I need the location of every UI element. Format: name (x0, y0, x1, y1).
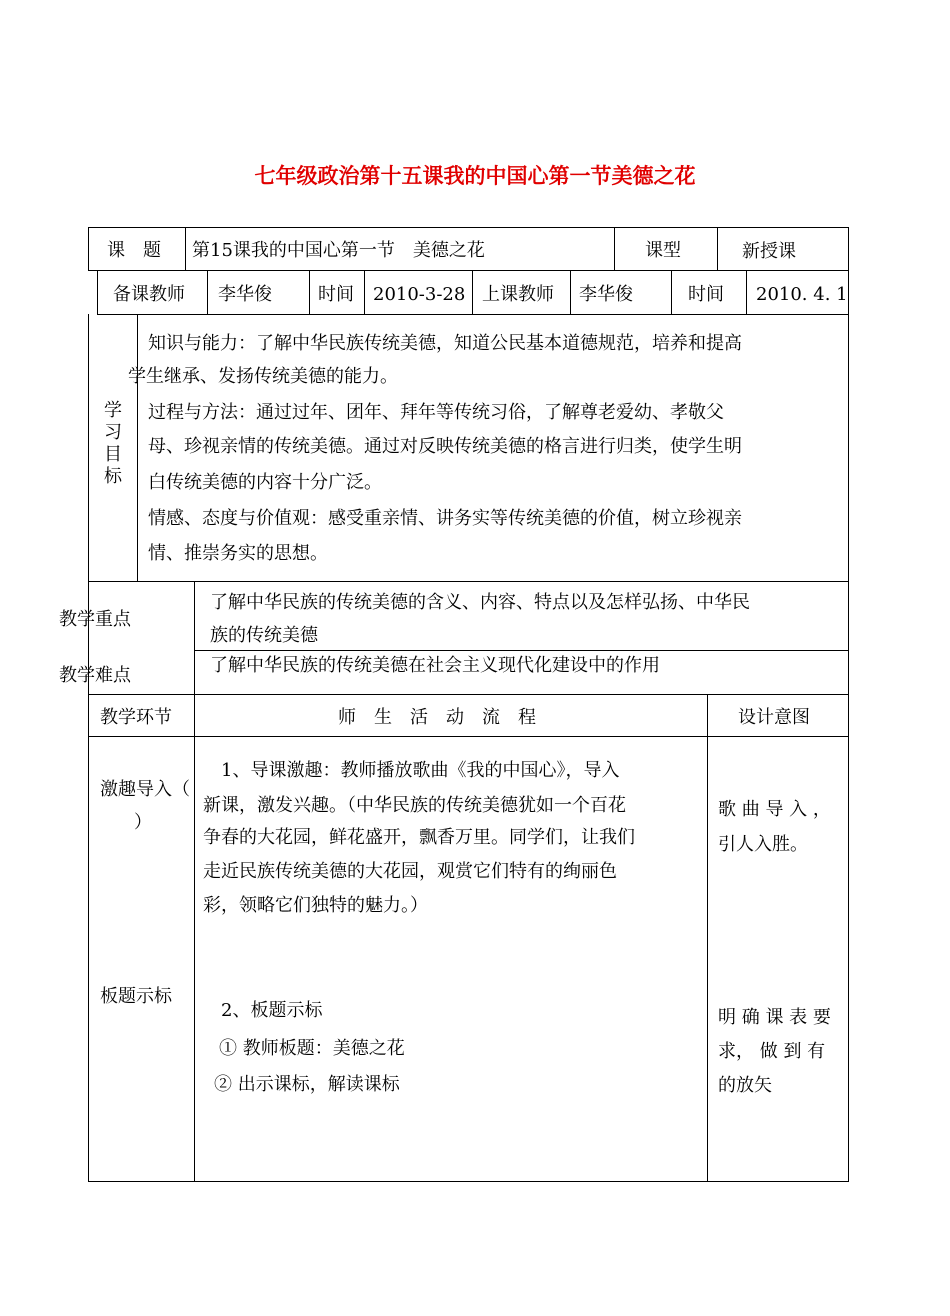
step1-text-line4: 走近民族传统美德的大花园，观赏它们特有的绚丽色 (203, 861, 617, 882)
difficult-point-label: 教学难点 (59, 665, 131, 686)
prep-time-label: 时间 (318, 284, 354, 305)
step1-label: 激趣导入（ (100, 779, 190, 800)
step1-text-line1: 1、导课激趣：教师播放歌曲《我的中国心》，导入 (203, 760, 620, 781)
topic-value: 第15课我的中国心第一节 美德之花 (192, 240, 485, 261)
objectives-label-3: 目 (104, 444, 122, 465)
key-point-line2: 族的传统美德 (210, 625, 318, 646)
objective-emotion-line1: 情感、态度与价值观：感受重亲情、讲务实等传统美德的价值，树立珍视亲 (148, 508, 742, 529)
objective-process-line3: 白传统美德的内容十分广泛。 (148, 472, 382, 493)
step2-text-line2: ① 教师板题：美德之花 (219, 1038, 405, 1059)
step1-text-line5: 彩，领略它们独特的魅力。） (203, 895, 428, 916)
class-time-label: 时间 (688, 284, 724, 305)
objective-knowledge-line2: 学生继承、发扬传统美德的能力。 (128, 366, 398, 387)
document-title: 七年级政治第十五课我的中国心第一节美德之花 (254, 164, 696, 188)
key-point-label: 教学重点 (59, 609, 131, 630)
prep-teacher-value: 李华俊 (218, 284, 272, 305)
objective-process-line1: 过程与方法：通过过年、团年、拜年等传统习俗，了解尊老爱幼、孝敬父 (148, 402, 724, 423)
prep-teacher-label: 备课教师 (113, 284, 185, 305)
prep-time-value: 2010-3-28 (373, 284, 466, 305)
difficult-point-text: 了解中华民族的传统美德在社会主义现代化建设中的作用 (210, 655, 660, 676)
lesson-type-label: 课型 (645, 240, 681, 261)
lesson-type-value: 新授课 (742, 241, 796, 262)
step1-text-line2: 新课，激发兴趣。（中华民族的传统美德犹如一个百花 (203, 795, 626, 816)
step2-label: 板题示标 (100, 986, 172, 1007)
step2-intent-line3: 的放矢 (718, 1075, 772, 1096)
class-time-value: 2010. 4. 1 (756, 284, 848, 305)
objective-knowledge-line1: 知识与能力：了解中华民族传统美德，知道公民基本道德规范，培养和提高 (148, 333, 742, 354)
objective-emotion-line2: 情、推崇务实的思想。 (148, 543, 328, 564)
step1-label-close: ） (134, 812, 152, 833)
step1-text-line3: 争春的大花园，鲜花盛开，飘香万里。同学们，让我们 (203, 827, 635, 848)
class-teacher-label: 上课教师 (482, 284, 554, 305)
step1-intent-line2: 引人入胜。 (718, 834, 808, 855)
objectives-label-2: 习 (104, 422, 122, 443)
key-point-line1: 了解中华民族的传统美德的含义、内容、特点以及怎样弘扬、中华民 (210, 592, 750, 613)
step2-intent-line2: 求， 做 到 有 (718, 1041, 826, 1062)
class-teacher-value: 李华俊 (579, 284, 633, 305)
flow-header-activities: 师 生 活 动 流 程 (338, 707, 536, 728)
objectives-label-1: 学 (104, 400, 122, 421)
step2-intent-line1: 明 确 课 表 要 (718, 1007, 831, 1028)
step1-intent-line1: 歌 曲 导 入 ， (718, 799, 831, 820)
step2-text-line1: 2、板题示标 (221, 1000, 323, 1021)
flow-header-intent: 设计意图 (738, 707, 810, 728)
flow-header-step: 教学环节 (100, 707, 172, 728)
objectives-label-4: 标 (104, 466, 122, 487)
topic-label: 课 题 (107, 240, 161, 261)
step2-text-line3: ② 出示课标，解读课标 (214, 1074, 400, 1095)
objective-process-line2: 母、珍视亲情的传统美德。通过对反映传统美德的格言进行归类，使学生明 (148, 436, 742, 457)
